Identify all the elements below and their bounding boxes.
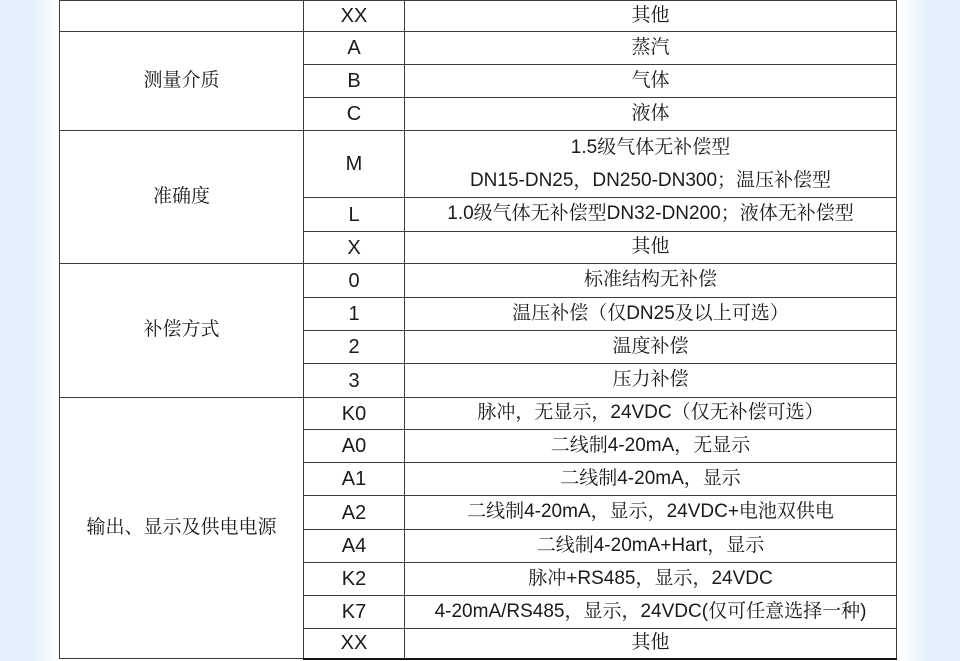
code-cell: L xyxy=(304,198,405,232)
desc-cell: 二线制4-20mA+Hart，显示 xyxy=(405,530,897,563)
code-cell: B xyxy=(304,65,405,98)
code-cell: A4 xyxy=(304,530,405,563)
code-cell: M xyxy=(304,131,405,198)
table-row xyxy=(60,1,897,32)
table-row xyxy=(60,264,897,298)
desc-cell: 二线制4-20mA，显示，24VDC+电池双供电 xyxy=(405,496,897,530)
code-cell: XX xyxy=(304,629,405,659)
desc-line-1: 1.5级气体无补偿型 xyxy=(570,137,731,158)
model-selection-table xyxy=(59,0,897,660)
desc-cell: 其他 xyxy=(405,1,897,32)
desc-cell: 液体 xyxy=(405,98,897,131)
table-row xyxy=(60,398,897,430)
desc-cell: 二线制4-20mA，无显示 xyxy=(405,430,897,463)
category-cell-continued xyxy=(60,1,304,32)
desc-cell: 标准结构无补偿 xyxy=(405,264,897,298)
desc-cell: 气体 xyxy=(405,65,897,98)
desc-cell: 温压补偿（仅DN25及以上可选） xyxy=(405,298,897,331)
category-cell-accuracy: 准确度 xyxy=(60,131,304,264)
code-cell: X xyxy=(304,232,405,264)
table-row xyxy=(60,131,897,198)
category-cell-output-display-power: 输出、显示及供电电源 xyxy=(60,398,304,659)
code-cell: K7 xyxy=(304,596,405,629)
desc-cell: 温度补偿 xyxy=(405,331,897,364)
page-left-edge-tint xyxy=(0,0,58,661)
code-cell: K0 xyxy=(304,398,405,430)
desc-cell: 二线制4-20mA，显示 xyxy=(405,463,897,496)
code-cell: K2 xyxy=(304,563,405,596)
desc-cell: 1.0级气体无补偿型DN32-DN200；液体无补偿型 xyxy=(405,198,897,232)
code-cell: 2 xyxy=(304,331,405,364)
page-right-edge-tint xyxy=(902,0,960,661)
code-cell: A0 xyxy=(304,430,405,463)
desc-line-2: DN15-DN25，DN250-DN300；温压补偿型 xyxy=(469,170,832,191)
code-cell: 3 xyxy=(304,364,405,398)
code-cell: A2 xyxy=(304,496,405,530)
desc-cell: 压力补偿 xyxy=(405,364,897,398)
code-cell: A xyxy=(304,32,405,65)
category-cell-measuring-medium: 测量介质 xyxy=(60,32,304,131)
code-cell: A1 xyxy=(304,463,405,496)
desc-cell: 其他 xyxy=(405,232,897,264)
desc-cell: 脉冲，无显示，24VDC（仅无补偿可选） xyxy=(405,398,897,430)
desc-cell: 其他 xyxy=(405,629,897,659)
code-cell: 0 xyxy=(304,264,405,298)
code-cell: C xyxy=(304,98,405,131)
desc-cell: 4-20mA/RS485，显示，24VDC(仅可任意选择一种) xyxy=(405,596,897,629)
code-cell: 1 xyxy=(304,298,405,331)
category-cell-compensation-mode: 补偿方式 xyxy=(60,264,304,398)
table-row xyxy=(60,32,897,65)
desc-cell xyxy=(405,131,897,198)
desc-cell: 蒸汽 xyxy=(405,32,897,65)
code-cell: XX xyxy=(304,1,405,32)
desc-cell: 脉冲+RS485，显示，24VDC xyxy=(405,563,897,596)
